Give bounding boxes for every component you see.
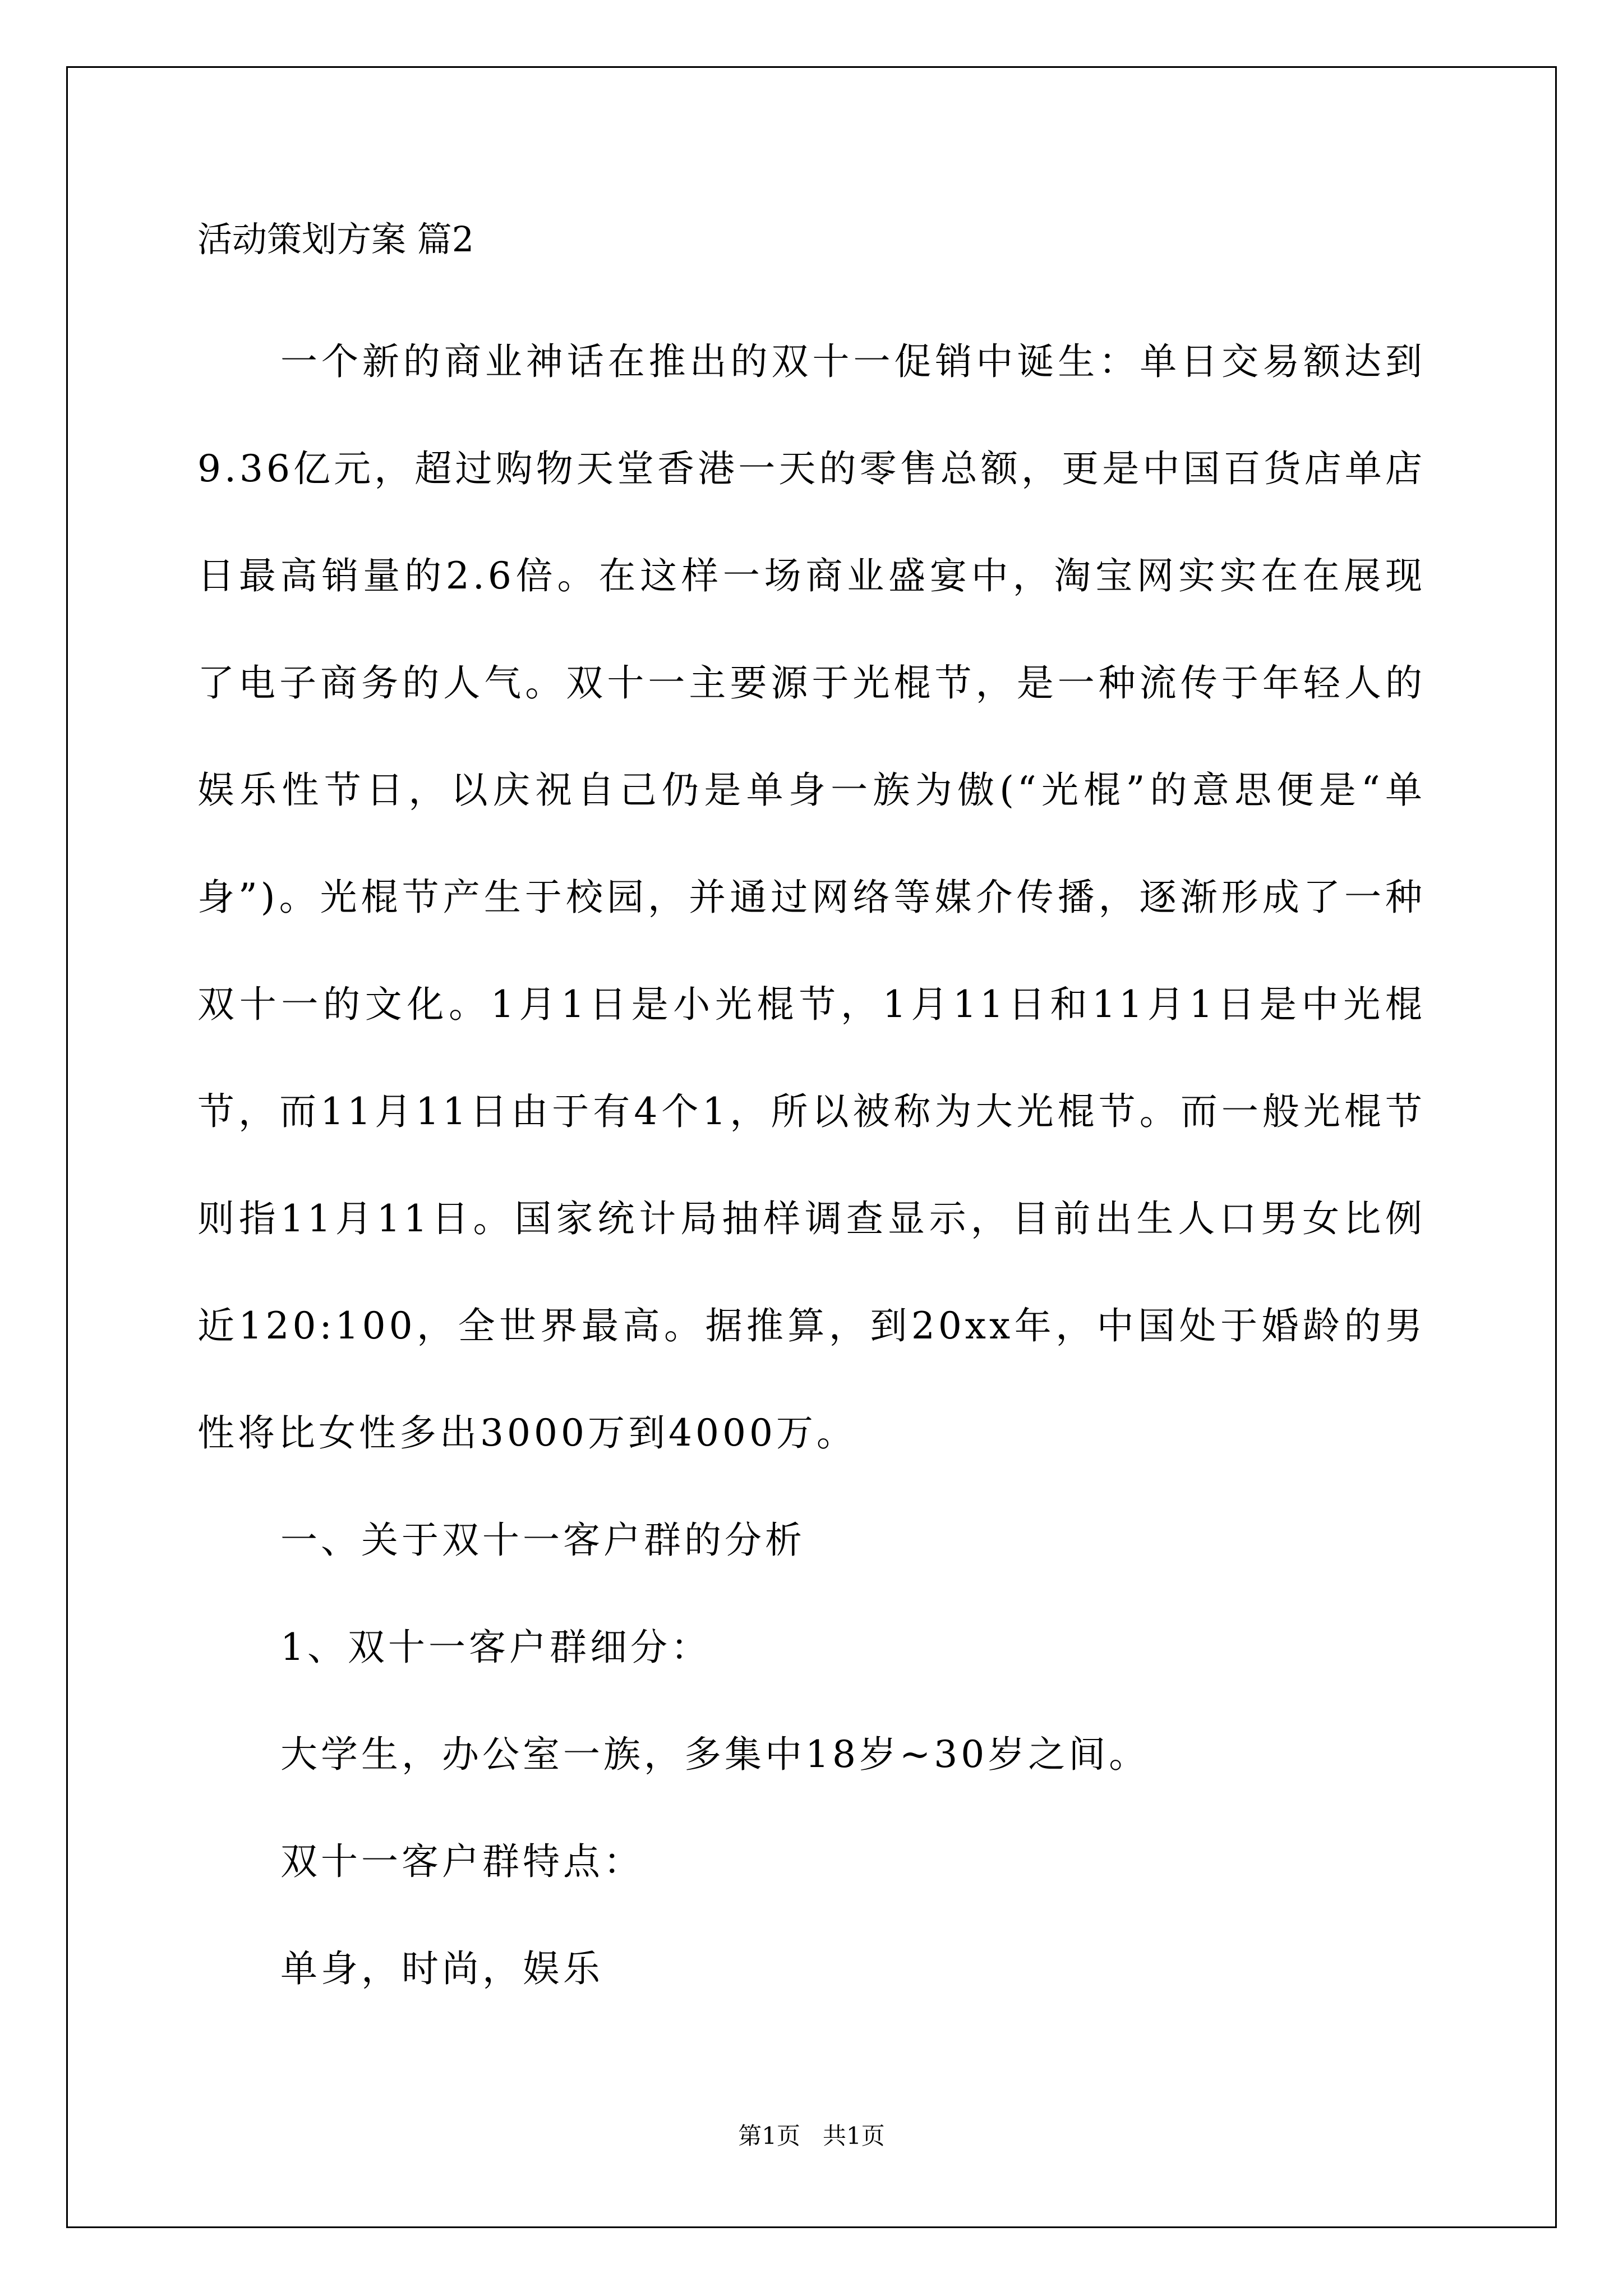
intro-paragraph: 一个新的商业神话在推出的双十一促销中诞生：单日交易额达到9.36亿元，超过购物天堂香港一天的零售总额，更是中国百货店单店日最高销量的2.6倍。在这样一场商业盛宴中，淘宝网实实在在展现了电子商务的人气。双十一主要源于光棍节，是一种流传于年轻人的娱乐性节日，以庆祝自己仍是单身一族为傲(“光棍”的意思便是“单身”)。光棍节产生于校园，并通过网络等媒介传播，逐渐形成了一种双十一的文化。1月1日是小光棍节，1月11日和11月1日是中光棍节，而11月11日由于有4个1，所以被称为大光棍节。而一般光棍节则指11月11日。国家统计局抽样调查显示，目前出生人口男女比例近120:100，全世界最高。据推算，到20xx年，中国处于婚龄的男性将比女性多出3000万到4000万。 — [197, 340, 1426, 1455]
subsection-title: 1、双十一客户群细分： — [280, 1626, 711, 1669]
document-body — [197, 216, 1426, 2022]
segment-text: 大学生，办公室一族，多集中18岁~30岁之间。 — [280, 1733, 1150, 1776]
traits-title: 双十一客户群特点： — [280, 1840, 644, 1883]
section-title: 一、关于双十一客户群的分析 — [280, 1519, 805, 1562]
document-heading: 活动策划方案 篇2 — [197, 219, 474, 260]
page-footer: 第1页 共1页 — [738, 2122, 885, 2150]
traits-text: 单身，时尚，娱乐 — [280, 1947, 603, 1990]
